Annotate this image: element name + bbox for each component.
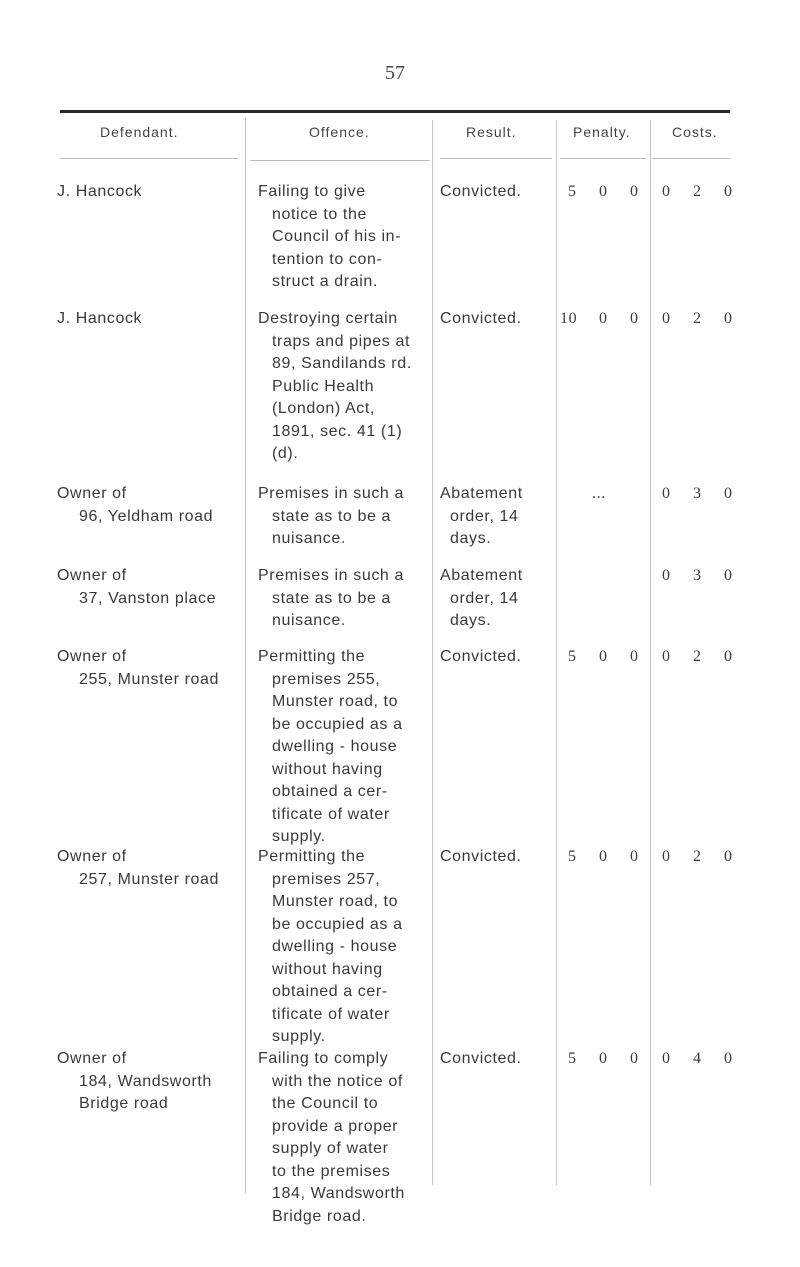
offence-line: be occupied as a [272, 715, 403, 733]
result-cell [440, 483, 550, 551]
header-offence: Offence. [309, 124, 370, 140]
header-penalty: Penalty. [573, 124, 631, 140]
costs-value: 0 [724, 485, 733, 502]
defendant-line: J. Hancock [57, 310, 143, 327]
defendant-line: 37, Vanston place [79, 589, 217, 607]
header-rule-penalty [560, 158, 646, 159]
defendant-cell [57, 1048, 247, 1116]
offence-line: without having [272, 960, 383, 978]
offence-line: 89, Sandilands rd. [272, 355, 412, 372]
result-line: Convicted. [440, 1050, 522, 1067]
result-cell [440, 565, 550, 633]
offence-line: state as to be a [272, 589, 392, 607]
penalty-value: 0 [630, 183, 639, 200]
offence-line: Bridge road. [272, 1207, 367, 1225]
penalty-value: 5 [568, 648, 577, 665]
costs-value: 0 [724, 567, 733, 584]
offence-line: struct a drain. [272, 273, 378, 290]
costs-value: 0 [662, 485, 671, 502]
result-line: order, 14 [450, 589, 519, 607]
defendant-cell [57, 181, 247, 204]
offence-line: be occupied as a [272, 915, 403, 933]
penalty-value: 0 [630, 310, 639, 327]
defendant-cell [57, 565, 247, 610]
penalty-value: 5 [568, 183, 577, 200]
offence-line: to the premises [272, 1162, 391, 1180]
column-divider-4 [650, 120, 651, 1185]
result-line: Convicted. [440, 183, 522, 200]
offence-line: Failing to comply [258, 1050, 389, 1067]
header-defendant: Defendant. [100, 124, 179, 140]
defendant-line: J. Hancock [57, 183, 143, 200]
offence-line: nuisance. [272, 612, 346, 629]
offence-line: notice to the [272, 205, 367, 223]
defendant-line: 96, Yeldham road [79, 507, 214, 525]
header-rule-result [440, 158, 552, 159]
offence-line: premises 255, [272, 670, 381, 688]
offence-line: Premises in such a [258, 567, 404, 584]
defendant-line: 257, Munster road [79, 870, 220, 888]
offence-line: obtained a cer- [272, 783, 388, 800]
penalty-value: 5 [568, 848, 577, 865]
penalty-value: 0 [599, 183, 608, 200]
offence-line: Permitting the [258, 648, 366, 665]
offence-cell [258, 483, 428, 551]
penalty-value: 0 [630, 848, 639, 865]
offence-line: obtained a cer- [272, 983, 388, 1000]
offence-cell [258, 1048, 428, 1228]
penalty-value: 0 [599, 848, 608, 865]
offence-line: (d). [272, 445, 299, 462]
offence-line: with the notice of [272, 1072, 403, 1090]
offence-line: without having [272, 760, 383, 778]
offence-line: 1891, sec. 41 (1) [272, 422, 403, 440]
costs-value: 2 [693, 648, 702, 665]
costs-value: 0 [662, 310, 671, 327]
defendant-line: Owner of [57, 485, 127, 502]
result-cell [440, 1048, 550, 1071]
result-line: Convicted. [440, 848, 522, 865]
result-cell [440, 181, 550, 204]
offence-line: dwelling - house [272, 738, 398, 755]
result-line: Abatement [440, 567, 523, 584]
offence-cell [258, 565, 428, 633]
penalty-value: 0 [599, 1050, 608, 1067]
defendant-line: Bridge road [79, 1095, 169, 1112]
defendant-line: Owner of [57, 567, 127, 584]
offence-cell [258, 846, 428, 1049]
defendant-line: 184, Wandsworth [79, 1072, 212, 1090]
header-rule-offence [250, 160, 430, 161]
offence-line: supply of water [272, 1140, 389, 1157]
offence-line: (London) Act, [272, 400, 375, 417]
offence-line: state as to be a [272, 507, 392, 525]
column-divider-3 [556, 120, 557, 1185]
costs-value: 0 [724, 310, 733, 327]
defendant-cell [57, 308, 247, 331]
offence-line: tificate of water [272, 1005, 390, 1023]
costs-value: 3 [693, 485, 702, 502]
header-rule-costs [652, 158, 730, 159]
result-line: days. [450, 612, 492, 629]
page-number: 57 [385, 62, 405, 84]
defendant-cell [57, 846, 247, 891]
costs-value: 0 [724, 183, 733, 200]
costs-value: 0 [724, 1050, 733, 1067]
offence-line: nuisance. [272, 530, 346, 547]
defendant-cell [57, 483, 247, 528]
costs-value: 0 [662, 648, 671, 665]
offence-line: Permitting the [258, 848, 366, 865]
costs-value: 0 [662, 567, 671, 584]
penalty-value: 5 [568, 1050, 577, 1067]
top-rule [60, 110, 730, 113]
result-cell [440, 846, 550, 869]
costs-value: 0 [724, 648, 733, 665]
penalty-value: 10 [560, 310, 578, 327]
costs-value: 0 [662, 848, 671, 865]
penalty-value: 0 [630, 1050, 639, 1067]
result-cell [440, 646, 550, 669]
offence-line: Public Health [272, 377, 375, 395]
defendant-line: Owner of [57, 848, 127, 865]
offence-line: tention to con- [272, 250, 383, 268]
result-line: Abatement [440, 485, 523, 502]
costs-value: 0 [662, 1050, 671, 1067]
offence-cell [258, 181, 428, 294]
offence-cell [258, 308, 428, 466]
offence-cell [258, 646, 428, 849]
penalty-value: 0 [630, 648, 639, 665]
result-line: order, 14 [450, 507, 519, 525]
result-line: Convicted. [440, 648, 522, 665]
result-line: Convicted. [440, 310, 522, 327]
costs-value: 3 [693, 567, 702, 584]
offence-line: provide a proper [272, 1117, 399, 1135]
defendant-line: Owner of [57, 648, 127, 665]
defendant-line: 255, Munster road [79, 670, 220, 688]
costs-value: 4 [693, 1050, 702, 1067]
offence-line: Failing to give [258, 183, 366, 200]
header-costs: Costs. [672, 124, 718, 140]
defendant-cell [57, 646, 247, 691]
offence-line: Premises in such a [258, 485, 404, 502]
offence-line: Destroying certain [258, 310, 398, 327]
costs-value: 0 [724, 848, 733, 865]
penalty-value: 0 [599, 648, 608, 665]
penalty-value: 0 [599, 310, 608, 327]
result-cell [440, 308, 550, 331]
costs-value: 2 [693, 310, 702, 327]
offence-line: the Council to [272, 1095, 379, 1112]
offence-line: 184, Wandsworth [272, 1185, 405, 1202]
offence-line: Munster road, to [272, 693, 399, 710]
header-result: Result. [466, 124, 517, 140]
costs-value: 0 [662, 183, 671, 200]
penalty-value: ... [592, 485, 606, 502]
result-line: days. [450, 530, 492, 547]
offence-line: supply. [272, 1028, 326, 1045]
costs-value: 2 [693, 183, 702, 200]
costs-value: 2 [693, 848, 702, 865]
column-divider-2 [432, 120, 433, 1185]
offence-line: dwelling - house [272, 938, 398, 955]
offence-line: Munster road, to [272, 893, 399, 910]
offence-line: Council of his in- [272, 228, 402, 245]
offence-line: premises 257, [272, 870, 381, 888]
header-rule-defendant [60, 158, 238, 159]
offence-line: supply. [272, 828, 326, 845]
offence-line: traps and pipes at [272, 332, 410, 350]
defendant-line: Owner of [57, 1050, 127, 1067]
offence-line: tificate of water [272, 805, 390, 823]
